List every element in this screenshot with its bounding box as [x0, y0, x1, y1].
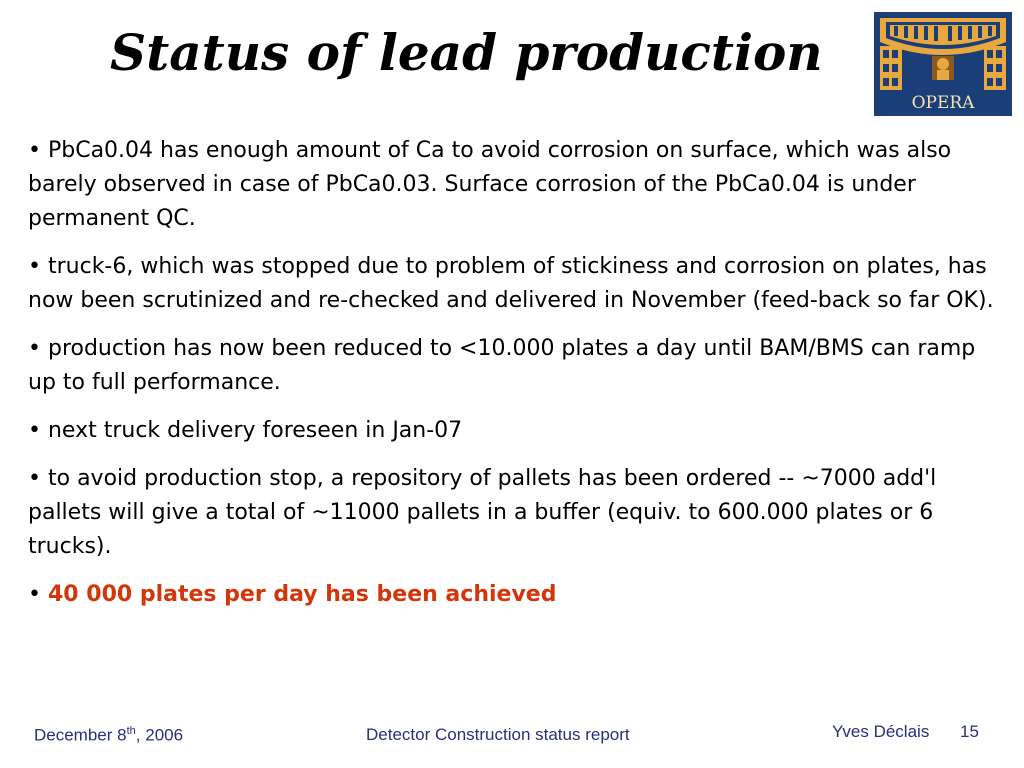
bullet-item [28, 250, 996, 318]
bullet-marker: • [28, 466, 41, 491]
bullet-item [28, 414, 996, 448]
footer-date [34, 725, 183, 746]
highlight-text: 40 000 plates per day has been achieved [47, 582, 557, 607]
slide-title: Status of lead production [110, 23, 823, 82]
footer-date-prefix: December 8 [34, 725, 127, 745]
bullet-marker: • [28, 582, 41, 607]
bullet-list [28, 134, 996, 626]
footer-author: Yves Déclais [832, 722, 930, 741]
bullet-text: PbCa0.04 has enough amount of Ca to avoid corrosion on surface, which was also barely observed in case of PbCa0.03. Surface corrosion of the PbCa0.04 is under permanent QC. [28, 138, 952, 231]
page-number: 15 [960, 722, 979, 741]
bullet-marker: • [28, 254, 41, 279]
footer-date-suffix: , 2006 [135, 725, 184, 745]
bullet-item-highlight [28, 578, 996, 612]
footer-date-sup: th [126, 725, 136, 737]
bullet-item [28, 332, 996, 400]
opera-logo [874, 12, 1012, 116]
bullet-item [28, 134, 996, 236]
bullet-marker: • [28, 418, 41, 443]
bullet-marker: • [28, 138, 41, 163]
logo-text: OPERA [911, 93, 975, 113]
footer-title: Detector Construction status report [366, 725, 630, 744]
bullet-text: production has now been reduced to <10.000 plates a day until BAM/BMS can ramp up to full performance. [28, 336, 976, 395]
bullet-text: to avoid production stop, a repository of pallets has been ordered -- ~7000 add'l pallets will give a total of ~11000 pallets in a buffer (equiv. to 600.000 plates or 6 trucks). [28, 466, 937, 559]
bullet-item [28, 462, 996, 564]
bullet-text: next truck delivery foreseen in Jan-07 [47, 418, 463, 443]
bullet-marker: • [28, 336, 41, 361]
bullet-text: truck-6, which was stopped due to problem of stickiness and corrosion on plates, has now been scrutinized and re-checked and delivered in November (feed-back so far OK). [28, 254, 994, 313]
